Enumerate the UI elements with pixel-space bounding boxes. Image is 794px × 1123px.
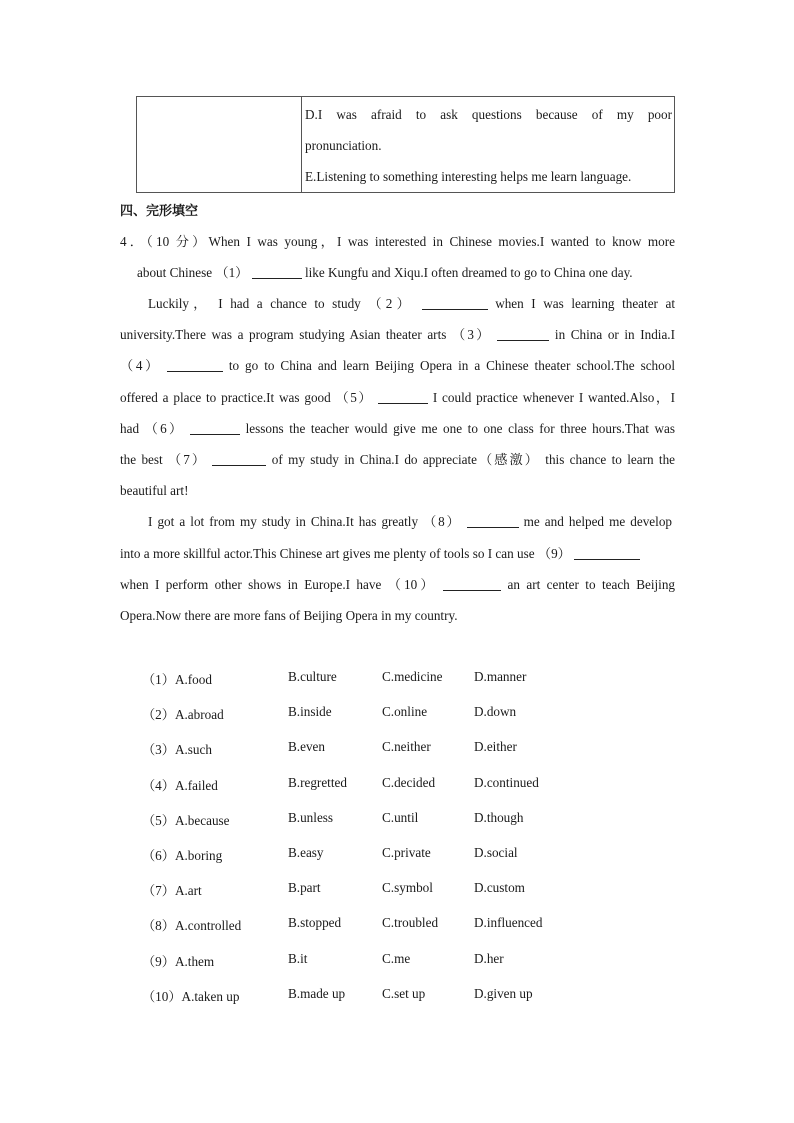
option-b: B.regretted	[288, 774, 347, 790]
passage-line	[148, 294, 675, 314]
passage-text: I could practice whenever I wanted.Also，I	[432, 390, 676, 405]
option-row	[142, 739, 702, 774]
option-c: C.decided	[382, 774, 436, 790]
option-row	[142, 880, 702, 915]
passage-line	[120, 325, 675, 345]
option-a: （6）A.boring	[142, 847, 223, 863]
passage-text: in China or in India.I	[554, 327, 675, 342]
table-line: D.I was afraid to ask questions because of my poor	[305, 107, 672, 122]
option-a: （8）A.controlled	[142, 918, 242, 934]
option-d: D.influenced	[474, 915, 543, 931]
passage-text: university.There was a program studying Asian theater arts （3）	[120, 327, 492, 342]
blank-7	[212, 452, 266, 466]
passage-line: Opera.Now there are more fans of Beijing Opera in my country.	[120, 608, 458, 623]
option-a: （2）A.abroad	[142, 707, 224, 723]
option-a: （9）A.them	[142, 953, 215, 969]
option-row	[142, 845, 702, 880]
passage-text: the best （7）	[120, 452, 208, 467]
blank-4	[167, 358, 223, 372]
option-row	[142, 915, 702, 950]
passage-text: had （6）	[120, 421, 185, 436]
passage-line	[148, 512, 672, 532]
option-b: B.easy	[288, 844, 324, 860]
option-b: B.inside	[288, 704, 332, 720]
option-d: D.custom	[474, 880, 525, 896]
blank-3	[497, 327, 549, 341]
option-c: C.private	[382, 844, 431, 860]
passage-text: when I perform other shows in Europe.I have （10）	[120, 577, 437, 592]
option-a: （10）A.taken up	[142, 988, 240, 1004]
passage-text: offered a place to practice.It was good （5）	[120, 390, 374, 405]
passage-text: I got a lot from my study in China.It has greatly （8）	[148, 514, 462, 529]
passage-text: me and helped me develop	[523, 514, 673, 529]
question-number: 4．（10 分）	[120, 234, 209, 249]
passage-line: beautiful art!	[120, 483, 189, 498]
passage-line	[120, 575, 675, 595]
section-title: 四、完形填空	[120, 204, 199, 219]
passage-line	[120, 388, 675, 408]
option-d: D.down	[474, 704, 517, 720]
option-d: D.continued	[474, 774, 539, 790]
table-line: E.Listening to something interesting helps me learn language.	[305, 169, 632, 184]
passage-text: into a more skillful actor.This Chinese art gives me plenty of tools so I can use （9）	[120, 546, 571, 561]
options-table	[136, 96, 675, 193]
option-d: D.given up	[474, 985, 533, 1001]
option-b: B.even	[288, 739, 325, 755]
passage-text: about Chinese （1）	[137, 265, 249, 280]
blank-1	[252, 265, 302, 279]
passage-line	[120, 356, 675, 376]
passage-text: Luckily， I had a chance to study （2）	[148, 296, 415, 311]
passage-text: to go to China and learn Beijing Opera in a Chinese theater school.The school	[228, 358, 675, 373]
options-list	[142, 669, 702, 1021]
option-b: B.culture	[288, 669, 337, 684]
option-a: （1）A.food	[142, 672, 212, 687]
option-d: D.though	[474, 809, 524, 825]
table-right-cell	[305, 97, 672, 190]
option-b: B.it	[288, 950, 308, 966]
option-a: （4）A.failed	[142, 777, 218, 793]
table-line: pronunciation.	[305, 138, 382, 153]
passage-text: when I was learning theater at	[495, 296, 676, 311]
passage-text: （4）	[120, 358, 161, 373]
passage-text: lessons the teacher would give me one to one class for three hours.That was	[245, 421, 676, 436]
option-a: （7）A.art	[142, 883, 202, 899]
passage-line	[120, 232, 675, 252]
table-divider	[301, 97, 302, 192]
option-c: C.symbol	[382, 880, 433, 896]
passage-line	[120, 419, 675, 439]
option-c: C.me	[382, 950, 411, 966]
option-c: C.troubled	[382, 915, 439, 931]
option-b: B.made up	[288, 985, 346, 1001]
option-c: C.until	[382, 809, 419, 825]
option-d: D.social	[474, 844, 518, 860]
passage-line	[120, 544, 675, 564]
option-c: C.neither	[382, 739, 431, 755]
blank-5	[378, 390, 428, 404]
blank-10	[443, 577, 501, 591]
passage-text: like Kungfu and Xiqu.I often dreamed to go to China one day.	[304, 265, 633, 280]
option-row	[142, 669, 702, 704]
option-a: （5）A.because	[142, 812, 230, 828]
blank-2	[422, 296, 488, 310]
passage-text: When I was young，I was interested in Chinese movies.I wanted to know more	[208, 234, 675, 249]
option-d: D.manner	[474, 669, 527, 684]
passage-line	[137, 263, 677, 283]
option-c: C.medicine	[382, 669, 443, 684]
option-b: B.part	[288, 880, 321, 896]
passage-line	[120, 450, 675, 470]
blank-6	[190, 421, 240, 435]
option-b: B.stopped	[288, 915, 342, 931]
passage-text: an art center to teach Beijing	[507, 577, 676, 592]
option-d: D.either	[474, 739, 517, 755]
blank-8	[467, 514, 519, 528]
option-b: B.unless	[288, 809, 334, 825]
option-row	[142, 775, 702, 810]
passage-text: of my study in China.I do appreciate（感激） this chance to learn the	[271, 452, 676, 467]
option-row	[142, 704, 702, 739]
option-row	[142, 986, 702, 1021]
option-row	[142, 810, 702, 845]
option-row	[142, 951, 702, 986]
option-c: C.set up	[382, 985, 426, 1001]
option-a: （3）A.such	[142, 742, 212, 758]
blank-9	[574, 546, 640, 560]
option-c: C.online	[382, 704, 428, 720]
option-d: D.her	[474, 950, 504, 966]
